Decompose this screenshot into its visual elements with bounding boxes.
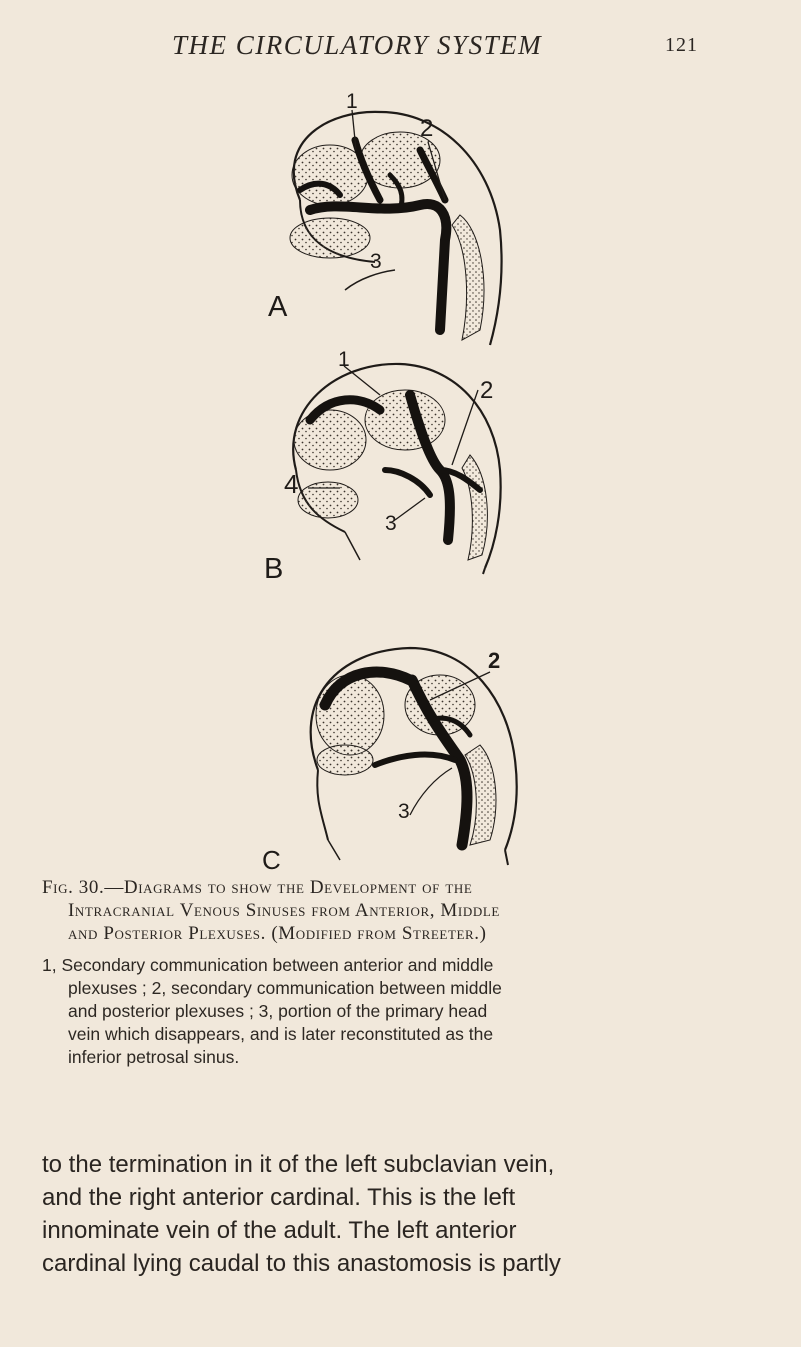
panel-c-leader-3 (410, 768, 452, 815)
body-line: cardinal lying caudal to this anastomosis is partly (42, 1250, 561, 1277)
legend-line: and posterior plexuses ; 3, portion of the primary head (68, 1001, 488, 1021)
panel-b-middle-plexus (365, 390, 445, 450)
figure-legend (42, 954, 742, 1069)
panel-a-leader-3 (345, 270, 395, 290)
figure-caption (42, 876, 742, 945)
panel-b-vein-branch-2 (385, 470, 430, 495)
panel-c-tail (328, 840, 340, 860)
panel-a-marker-3: 3 (370, 250, 382, 273)
panel-a-diagram (268, 90, 502, 345)
panel-a-lower-plexus (290, 218, 370, 258)
running-header-title: THE CIRCULATORY SYSTEM (172, 30, 543, 60)
panel-c-label: C (262, 845, 281, 875)
panel-a-label: A (268, 291, 288, 323)
body-line: to the termination in it of the left subclavian vein, (42, 1151, 555, 1178)
panel-c-diagram (262, 648, 517, 875)
legend-line: vein which disappears, and is later reconstituted as the (68, 1024, 494, 1044)
panel-c-right-outline (505, 850, 508, 865)
panel-b-leader-2 (452, 390, 478, 465)
panel-c-vein-branch-1 (375, 755, 455, 765)
panel-b-anterior-plexus (294, 410, 366, 470)
panel-b-marker-3: 3 (385, 512, 397, 535)
panel-a-posterior-plexus (452, 215, 484, 340)
panel-c-anterior-plexus (316, 675, 384, 755)
legend-line: 1, Secondary communication between anterior and middle (42, 955, 494, 975)
panel-c-marker-3: 3 (398, 800, 410, 823)
caption-line-3: and Posterior Plexuses. (Modified from Streeter.) (68, 923, 487, 944)
panel-a-marker-2: 2 (420, 115, 434, 142)
legend-line: inferior petrosal sinus. (68, 1047, 240, 1067)
body-line: and the right anterior cardinal. This is the left (42, 1184, 516, 1211)
panel-b-marker-2: 2 (480, 377, 494, 404)
panel-c-lower-plexus (317, 745, 373, 775)
caption-line-1: Fig. 30.—Diagrams to show the Development of the (42, 877, 473, 898)
body-paragraph (42, 1148, 762, 1280)
panel-b-right-outline (483, 568, 485, 574)
panel-b-marker-4: 4 (284, 469, 299, 499)
panel-b-posterior-plexus (462, 455, 487, 560)
panel-b-marker-1: 1 (338, 348, 350, 371)
caption-line-2: Intracranial Venous Sinuses from Anterior, Middle (68, 900, 500, 921)
page-number: 121 (665, 34, 698, 56)
legend-line: plexuses ; 2, secondary communication between middle (68, 978, 502, 998)
panel-b-tail (345, 532, 360, 560)
panel-b-diagram (264, 348, 501, 585)
panel-c-lower-outline (317, 770, 328, 840)
panel-b-label: B (264, 553, 284, 585)
panel-b-leader-3 (395, 498, 425, 520)
panel-c-marker-2: 2 (488, 648, 501, 673)
panel-a-marker-1: 1 (346, 90, 358, 113)
body-line: innominate vein of the adult. The left anterior (42, 1217, 517, 1244)
